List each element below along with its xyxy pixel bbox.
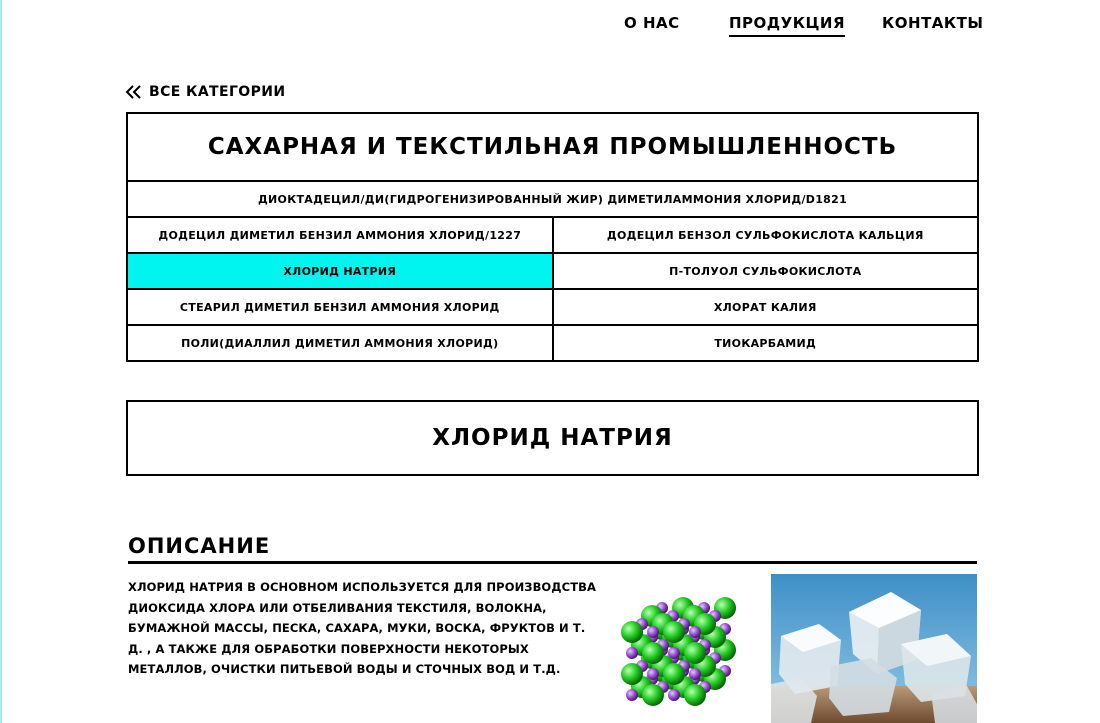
product-item-polydadmac[interactable]: ПОЛИ(ДИАЛЛИЛ ДИМЕТИЛ АММОНИЯ ХЛОРИД) <box>127 325 553 361</box>
chlorine-atom <box>642 642 664 664</box>
product-item-dioctadecyl[interactable]: ДИОКТАДЕЦИЛ/ДИ(ГИДРОГЕНИЗИРОВАННЫЙ ЖИР) ДИМЕТИЛАММОНИЯ ХЛОРИД/D1821 <box>127 181 978 217</box>
chlorine-atom <box>663 663 685 685</box>
chlorine-atom <box>684 642 706 664</box>
sodium-atom <box>626 647 638 659</box>
product-item-sodium-chloride[interactable]: ХЛОРИД НАТРИЯ <box>127 253 553 289</box>
chlorine-atom <box>684 684 706 706</box>
description-text: ХЛОРИД НАТРИЯ В ОСНОВНОМ ИСПОЛЬЗУЕТСЯ ДЛЯ ПРОИЗВОДСТВА ДИОКСИДА ХЛОРА ИЛИ ОТБЕЛИВАНИЯ ТЕКСТИЛЯ, ВОЛОКНА, БУМАЖНОЙ МАССЫ, ПЕСКА, САХАРА, МУКИ, ВОСКА, ФРУКТОВ И Т. Д. , А ТАКЖЕ ДЛЯ ОБРАБОТКИ ПОВЕРХНОСТИ НЕКОТОРЫХ МЕТАЛЛОВ, ОЧИСТКИ ПИТЬЕВОЙ ВОДЫ И СТОЧНЫХ ВОД И Т.Д. <box>128 580 596 676</box>
chlorine-atom <box>642 684 664 706</box>
product-item-dodecyl-dimethyl-benzyl[interactable]: ДОДЕЦИЛ ДИМЕТИЛ БЕНЗИЛ АММОНИЯ ХЛОРИД/1227 <box>127 217 553 253</box>
sodium-atom <box>668 647 680 659</box>
product-item-stearyl-dimethyl-benzyl[interactable]: СТЕАРИЛ ДИМЕТИЛ БЕНЗИЛ АММОНИЯ ХЛОРИД <box>127 289 553 325</box>
salt-crystals-photo <box>771 574 977 723</box>
nav-contacts[interactable]: КОНТАКТЫ <box>882 14 984 32</box>
sodium-atom <box>626 689 638 701</box>
sodium-atom <box>689 668 701 680</box>
all-categories-label: ВСЕ КАТЕГОРИИ <box>149 84 286 100</box>
sodium-atom <box>689 626 701 638</box>
product-item-p-toluene-sulfonic-acid[interactable]: П-ТОЛУОЛ СУЛЬФОКИСЛОТА <box>553 253 979 289</box>
chlorine-atom <box>663 621 685 643</box>
category-title: САХАРНАЯ И ТЕКСТИЛЬНАЯ ПРОМЫШЛЕННОСТЬ <box>127 113 978 181</box>
description-heading: ОПИСАНИЕ <box>128 534 977 564</box>
product-item-potassium-chlorate[interactable]: ХЛОРАТ КАЛИЯ <box>553 289 979 325</box>
sodium-atom <box>647 668 659 680</box>
top-nav <box>2 14 1100 44</box>
double-chevron-left-icon <box>125 85 143 99</box>
sodium-atom <box>647 626 659 638</box>
nav-about[interactable]: О НАС <box>624 14 680 32</box>
chlorine-atom <box>621 621 643 643</box>
chlorine-atom <box>621 663 643 685</box>
nacl-lattice-image <box>618 586 750 712</box>
sodium-atom <box>668 689 680 701</box>
all-categories-link[interactable] <box>125 84 286 100</box>
product-title: ХЛОРИД НАТРИЯ <box>126 400 979 476</box>
nav-products[interactable]: ПРОДУКЦИЯ <box>729 14 845 37</box>
category-table <box>126 112 979 362</box>
product-item-dodecyl-benzene-calcium[interactable]: ДОДЕЦИЛ БЕНЗОЛ СУЛЬФОКИСЛОТА КАЛЬЦИЯ <box>553 217 979 253</box>
product-item-thiocarbamide[interactable]: ТИОКАРБАМИД <box>553 325 979 361</box>
